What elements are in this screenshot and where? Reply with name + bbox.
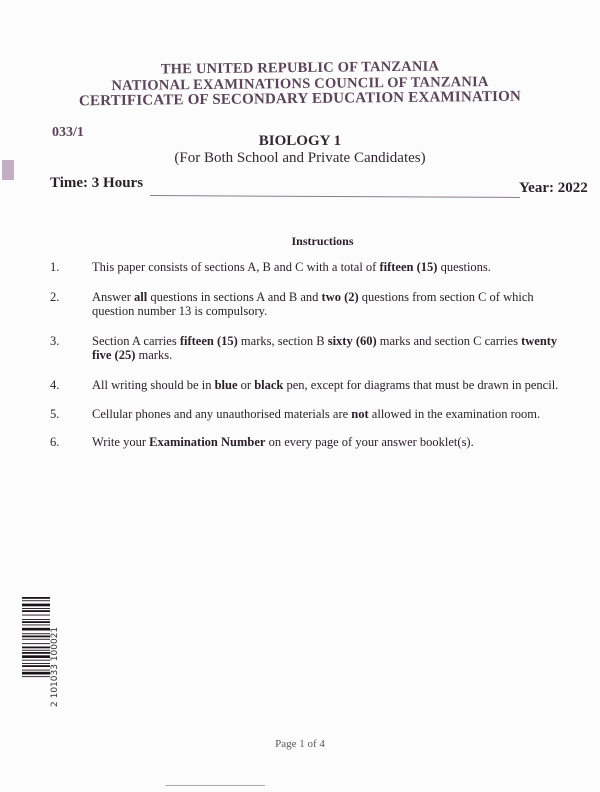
instruction-number: 5. (50, 407, 60, 421)
svg-text:2 101033 100021: 2 101033 100021 (50, 626, 60, 707)
instruction-number: 1. (50, 260, 60, 274)
page-number: Page 1 of 4 (275, 738, 325, 750)
instruction-number: 6. (50, 435, 60, 449)
header-republic: THE UNITED REPUBLIC OF TANZANIA (160, 58, 440, 78)
instruction-text: This paper consists of sections A, B and C with a total of fifteen (15) questions. (92, 260, 491, 274)
instruction-text: Section A carries fifteen (15) marks, section B sixty (60) marks and section C carries twenty five (25) marks. (92, 334, 558, 362)
header-council: NATIONAL EXAMINATIONS COUNCIL OF TANZANIA (111, 74, 489, 94)
footer-line (165, 785, 265, 786)
exam-time: Time: 3 Hours (50, 175, 144, 191)
instruction-number: 4. (50, 378, 60, 392)
paper-code: 033/1 (52, 125, 84, 140)
instruction-text: Answer all questions in sections A and B and two (2) questions from section C of which question number 13 is compulsory. (92, 290, 534, 318)
instruction-text: Write your Examination Number on every page of your answer booklet(s). (92, 435, 474, 449)
instructions-title: Instructions (291, 234, 354, 248)
instruction-text: All writing should be in blue or black pen, except for diagrams that must be drawn in pencil. (92, 378, 559, 392)
instruction-text: Cellular phones and any unauthorised materials are not allowed in the examination room. (92, 407, 541, 421)
instruction-number: 2. (50, 290, 60, 304)
instruction-number: 3. (50, 334, 60, 348)
subject-subtitle: (For Both School and Private Candidates) (174, 150, 426, 166)
header-divider (150, 195, 520, 198)
header-certificate: CERTIFICATE OF SECONDARY EDUCATION EXAMINATION (78, 88, 522, 110)
barcode (20, 595, 62, 710)
exam-year: Year: 2022 (519, 180, 588, 196)
subject-title: BIOLOGY 1 (258, 133, 342, 149)
stamp-mark (2, 160, 14, 180)
